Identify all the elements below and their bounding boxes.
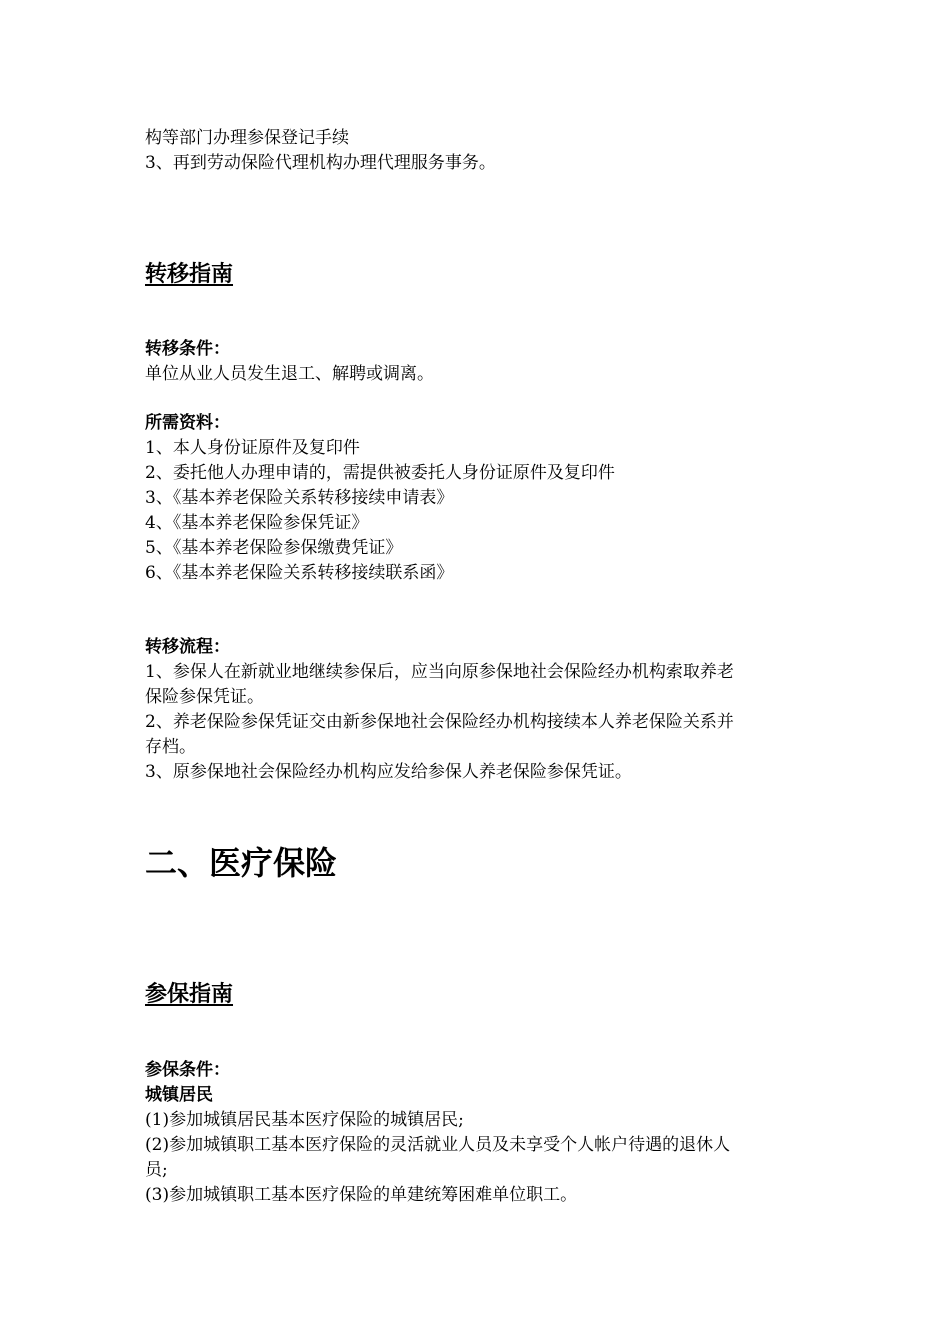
process-label: 转移流程：: [145, 637, 230, 657]
enroll-conditions-label: 参保条件：: [145, 1060, 230, 1080]
process-line: 保险参保凭证。: [145, 687, 264, 707]
condition-line: (1)参加城镇居民基本医疗保险的城镇居民;: [145, 1110, 464, 1130]
transfer-conditions-text: 单位从业人员发生退工、解聘或调离。: [145, 364, 434, 384]
materials-item: 3、《基本养老保险关系转移接续申请表》: [145, 488, 454, 508]
materials-item: 1、本人身份证原件及复印件: [145, 438, 360, 458]
transfer-conditions-label: 转移条件：: [145, 339, 230, 359]
condition-line: (2)参加城镇职工基本医疗保险的灵活就业人员及未享受个人帐户待遇的退休人: [145, 1135, 731, 1155]
process-line: 3、原参保地社会保险经办机构应发给参保人养老保险参保凭证。: [145, 762, 632, 782]
process-line: 1、参保人在新就业地继续参保后，应当向原参保地社会保险经办机构索取养老: [145, 662, 734, 682]
process-line: 2、养老保险参保凭证交由新参保地社会保险经办机构接续本人养老保险关系并: [145, 712, 734, 732]
condition-line: (3)参加城镇职工基本医疗保险的单建统筹困难单位职工。: [145, 1185, 578, 1205]
medical-insurance-chapter-title: 二、医疗保险: [145, 844, 338, 882]
transfer-guide-heading: 转移指南: [145, 261, 234, 287]
urban-residents-label: 城镇居民: [145, 1085, 213, 1105]
materials-item: 4、《基本养老保险参保凭证》: [145, 513, 369, 533]
materials-item: 5、《基本养老保险参保缴费凭证》: [145, 538, 403, 558]
materials-item: 6、《基本养老保险关系转移接续联系函》: [145, 563, 454, 583]
continuation-line-1: 构等部门办理参保登记手续: [145, 128, 349, 148]
process-line: 存档。: [145, 737, 196, 757]
condition-line: 员;: [145, 1160, 168, 1180]
materials-label: 所需资料：: [145, 413, 230, 433]
enroll-guide-heading: 参保指南: [145, 981, 234, 1007]
materials-item: 2、委托他人办理申请的，需提供被委托人身份证原件及复印件: [145, 463, 615, 483]
document-page: [145, 0, 815, 1344]
continuation-line-2: 3、再到劳动保险代理机构办理代理服务事务。: [145, 153, 496, 173]
